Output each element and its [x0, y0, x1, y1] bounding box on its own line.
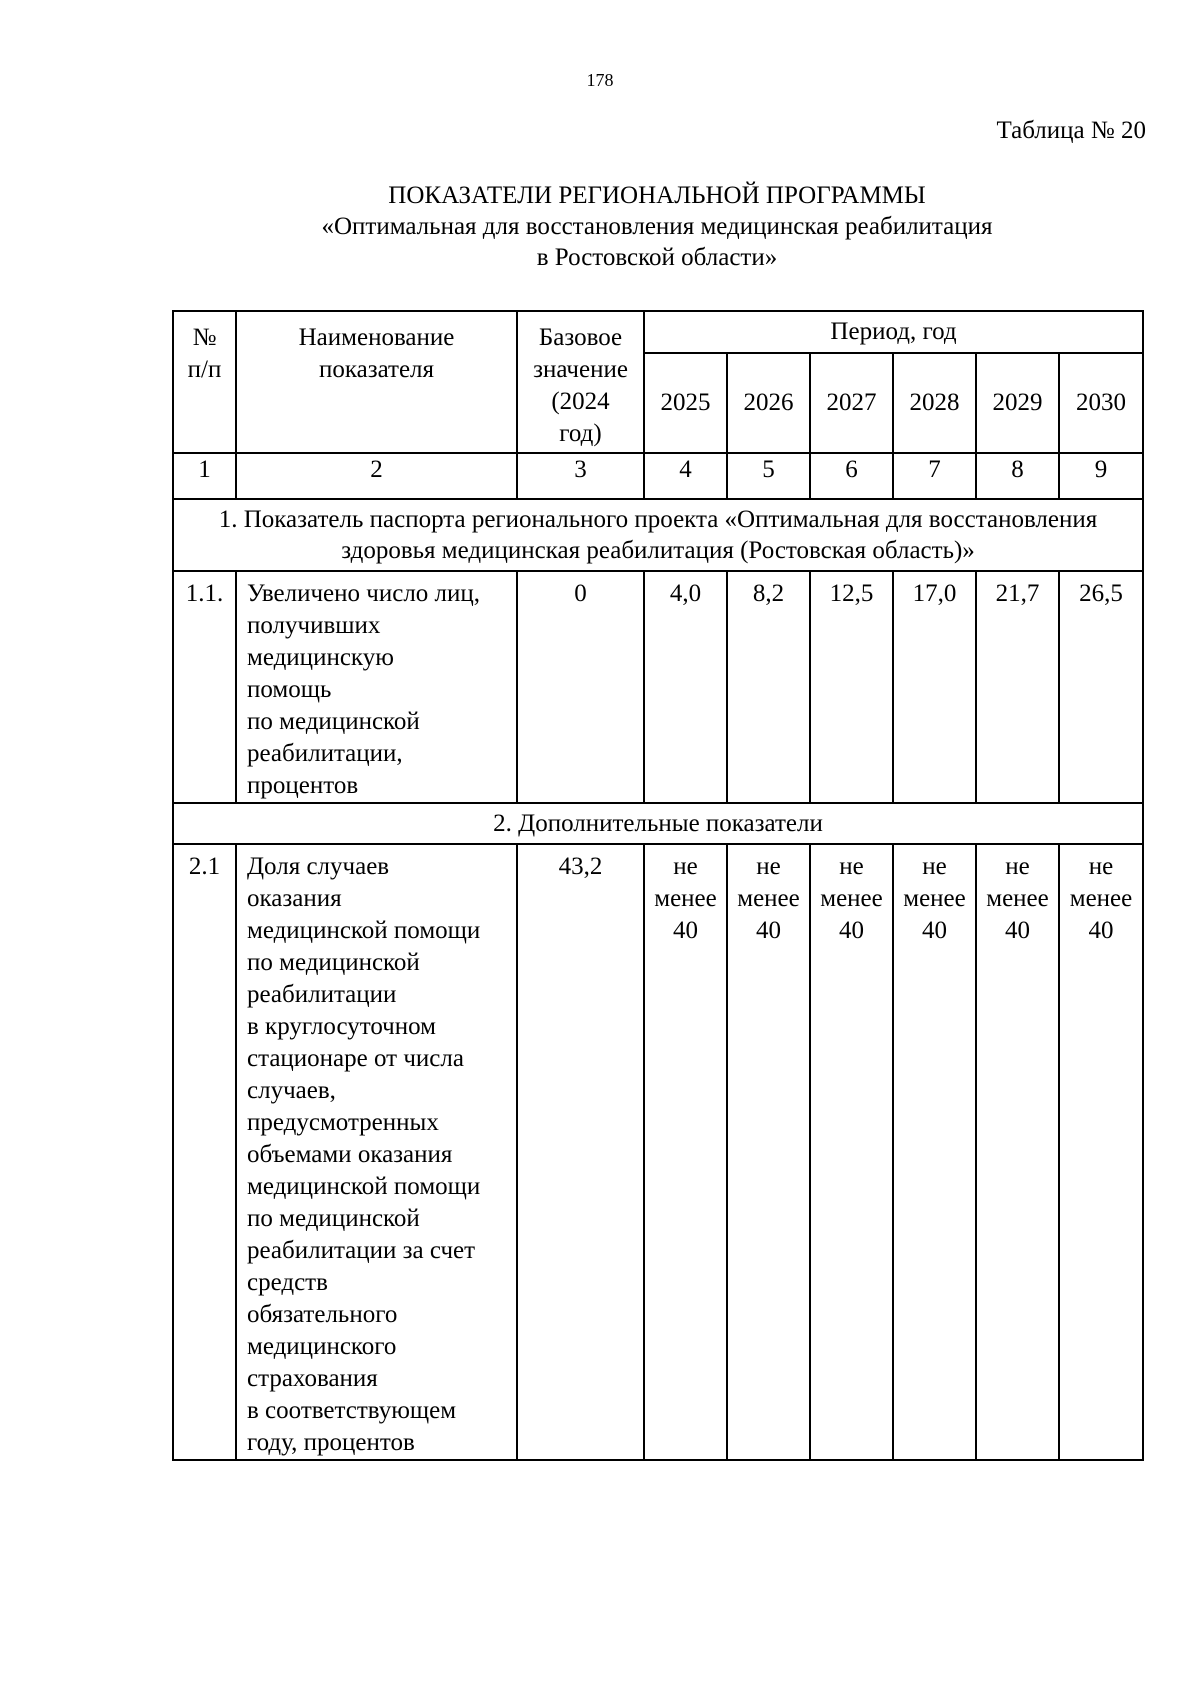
row-year-value: не менее 40: [727, 844, 810, 1460]
column-number: 9: [1059, 453, 1143, 499]
indicators-table: [172, 310, 1144, 1461]
column-number: 4: [644, 453, 727, 499]
row-indicator-name: Доля случаев оказания медицинской помощи по медицинской реабилитации в круглосуточном стационаре от числа случаев, предусмотренных объемами оказания медицинской помощи по медицинской реабилитации за счет средств обязательного медицинского страхования в соответствующем году, процентов: [236, 844, 517, 1460]
row-year-value: 26,5: [1059, 571, 1143, 803]
row-num: 1.1.: [173, 571, 236, 803]
header-year: 2027: [810, 353, 893, 453]
section-2-row: [173, 803, 1143, 844]
column-number: 5: [727, 453, 810, 499]
column-number: 1: [173, 453, 236, 499]
header-year: 2026: [727, 353, 810, 453]
header-period: Период, год: [644, 311, 1143, 353]
header-year: 2029: [976, 353, 1059, 453]
row-year-value: не менее 40: [644, 844, 727, 1460]
section-1-row: [173, 499, 1143, 571]
row-year-value: не менее 40: [810, 844, 893, 1460]
row-year-value: 21,7: [976, 571, 1059, 803]
row-year-value: не менее 40: [893, 844, 976, 1460]
header-year: 2025: [644, 353, 727, 453]
title-line-3: в Ростовской области»: [536, 244, 778, 271]
row-year-value: не менее 40: [976, 844, 1059, 1460]
title-line-2: «Оптимальная для восстановления медицинская реабилитация: [321, 213, 993, 240]
table-label: Таблица № 20: [996, 117, 1146, 144]
row-base-value: 43,2: [517, 844, 644, 1460]
table-row: [173, 571, 1143, 803]
section-2-title: 2. Дополнительные показатели: [173, 803, 1143, 844]
header-year: 2028: [893, 353, 976, 453]
header-num: № п/п: [173, 311, 236, 453]
row-indicator-name: Увеличено число лиц, получивших медицинскую помощь по медицинской реабилитации, процентов: [236, 571, 517, 803]
page-number: 178: [586, 70, 614, 90]
row-year-value: 12,5: [810, 571, 893, 803]
header-base: Базовое значение (2024 год): [517, 311, 644, 453]
column-number: 3: [517, 453, 644, 499]
document-title: [176, 180, 1138, 273]
section-1-title: 1. Показатель паспорта регионального проекта «Оптимальная для восстановления здоровья медицинская реабилитация (Ростовская область)»: [173, 499, 1143, 571]
row-base-value: 0: [517, 571, 644, 803]
column-number-row: [173, 453, 1143, 499]
row-year-value: 17,0: [893, 571, 976, 803]
row-year-value: не менее 40: [1059, 844, 1143, 1460]
table-row: [173, 844, 1143, 1460]
column-number: 6: [810, 453, 893, 499]
title-line-1: ПОКАЗАТЕЛИ РЕГИОНАЛЬНОЙ ПРОГРАММЫ: [388, 182, 926, 209]
row-year-value: 8,2: [727, 571, 810, 803]
header-row: [173, 311, 1143, 353]
row-num: 2.1: [173, 844, 236, 1460]
column-number: 7: [893, 453, 976, 499]
row-year-value: 4,0: [644, 571, 727, 803]
column-number: 2: [236, 453, 517, 499]
header-year: 2030: [1059, 353, 1143, 453]
column-number: 8: [976, 453, 1059, 499]
header-name: Наименование показателя: [236, 311, 517, 453]
